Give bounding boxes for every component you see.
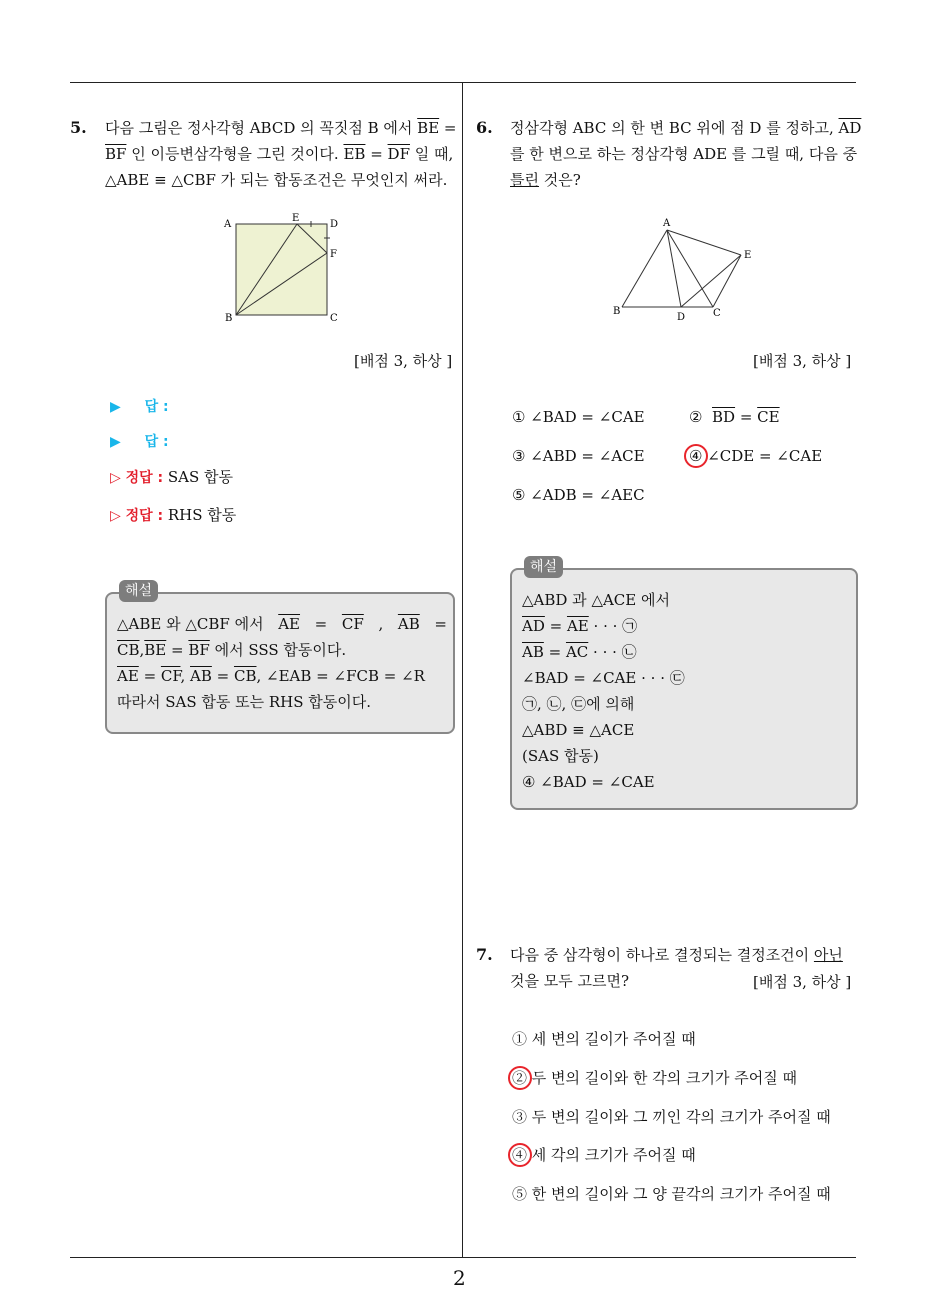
play-triangle-icon: ▶ <box>110 399 121 415</box>
label-e: E <box>292 213 300 224</box>
explanation-line-2: $\overline{CB},\overline{BE} = \overline{BF}$ 에서 SSS 합동이다. <box>117 641 347 659</box>
choice-2[interactable]: ② $\overline{BD} = \overline{CE}$ <box>689 408 780 426</box>
score-label: [배점 3, 하상 ] <box>753 973 852 991</box>
explanation-line-4: 따라서 SAS 합동 또는 RHS 합동이다. <box>117 693 372 711</box>
label-d: D <box>330 219 339 230</box>
score-label: [배점 3, 하상 ] <box>354 352 453 370</box>
question-number: 6. <box>476 118 493 137</box>
question-text-line-2: 를 한 변으로 하는 정삼각형 ADE 를 그릴 때, 다음 중 <box>510 145 858 163</box>
choice-3[interactable]: ③ 두 변의 길이와 그 끼인 각의 크기가 주어질 때 <box>512 1108 831 1126</box>
segment-ce <box>713 255 741 307</box>
question-text-line-3: 틀린 것은? <box>510 171 581 189</box>
label-d: D <box>677 312 686 323</box>
segment-ab <box>622 230 667 307</box>
choice-4[interactable]: ④ 세 각의 크기가 주어질 때 <box>512 1146 696 1164</box>
correct-answer-row-1: ▷ 정답 : SAS 합동 <box>110 468 234 486</box>
label-b: B <box>225 313 233 324</box>
explanation-box <box>510 559 858 810</box>
triangle-figure <box>605 210 765 325</box>
label-b: B <box>613 306 621 317</box>
segment-de <box>681 255 741 307</box>
page-number: 2 <box>453 1266 466 1290</box>
score-label: [배점 3, 하상 ] <box>753 352 852 370</box>
answer-row-2[interactable]: ▶ 답 : <box>110 434 169 450</box>
square-figure <box>220 210 350 325</box>
explanation-line-2: $\overline{AD} = \overline{AE}$ · · · ㉠ <box>522 617 638 635</box>
explanation-line-3: $\overline{AE} = \overline{CF}$, $\overline{AB} = \overline{CB}$, ∠EAB = ∠FCB = ∠R <box>117 667 425 685</box>
explanation-tag: 해설 <box>524 556 563 578</box>
question-number: 5. <box>70 118 87 137</box>
explanation-line-6: △ABD ≡ △ACE <box>522 721 635 739</box>
choice-1[interactable]: ① 세 변의 길이가 주어질 때 <box>512 1030 696 1048</box>
label-c: C <box>713 308 721 319</box>
bottom-rule <box>70 1257 856 1258</box>
question-number: 7. <box>476 945 493 964</box>
question-text-line-1: 정삼각형 ABC 의 한 변 BC 위에 점 D 를 정하고, $\overline{AD}$ <box>510 119 862 137</box>
explanation-line-7: (SAS 합동) <box>522 747 599 765</box>
label-f: F <box>330 249 337 260</box>
choice-1[interactable]: ① ∠BAD = ∠CAE <box>512 408 645 426</box>
question-text-line-2: $\overline{BF}$ 인 이등변삼각형을 그린 것이다. $\overline{EB} = \overline{DF}$ 일 때, <box>105 145 454 163</box>
answer-row-1[interactable]: ▶ 답 : <box>110 399 169 415</box>
square-abcd <box>236 224 327 315</box>
explanation-line-1: △ABE 와 △CBF 에서 $\overline{AE}$ = $\overline{CF}$ , $\overline{AB}$ = <box>117 615 447 633</box>
label-c: C <box>330 313 338 324</box>
question-text-line-2: 것을 모두 고르면? <box>510 972 630 990</box>
explanation-line-3: $\overline{AB} = \overline{AC}$ · · · ㉡ <box>522 643 637 661</box>
choice-5[interactable]: ⑤ 한 변의 길이와 그 양 끝각의 크기가 주어질 때 <box>512 1185 831 1203</box>
explanation-line-1: △ABD 과 △ACE 에서 <box>522 591 670 609</box>
explanation-line-8: ④ ∠BAD = ∠CAE <box>522 773 655 791</box>
correct-answer-row-2: ▷ 정답 : RHS 합동 <box>110 506 237 524</box>
question-text-line-3: △ABE ≡ △CBF 가 되는 합동조건은 무엇인지 써라. <box>105 171 448 189</box>
outline-triangle-icon: ▷ <box>110 470 121 486</box>
explanation-box <box>105 583 455 734</box>
question-text-line-1: 다음 중 삼각형이 하나로 결정되는 결정조건이 아닌 <box>510 946 843 964</box>
top-rule <box>70 82 856 83</box>
explanation-line-5: ㉠, ㉡, ㉢에 의해 <box>522 695 635 713</box>
choice-2[interactable]: ② 두 변의 길이와 한 각의 크기가 주어질 때 <box>512 1069 797 1087</box>
choice-3[interactable]: ③ ∠ABD = ∠ACE <box>512 447 645 465</box>
column-divider <box>462 82 463 1258</box>
play-triangle-icon: ▶ <box>110 434 121 450</box>
explanation-tag: 해설 <box>119 580 158 602</box>
question-text-line-1: 다음 그림은 정사각형 ABCD 의 꼭짓점 B 에서 $\overline{BE}$ = <box>105 119 457 137</box>
segment-ae <box>667 230 741 255</box>
outline-triangle-icon: ▷ <box>110 508 121 524</box>
explanation-line-4: ∠BAD = ∠CAE · · · ㉢ <box>522 669 685 687</box>
choice-4[interactable]: ④ ∠CDE = ∠CAE <box>689 447 823 465</box>
choice-5[interactable]: ⑤ ∠ADB = ∠AEC <box>512 486 645 504</box>
label-e: E <box>744 250 752 261</box>
label-a: A <box>224 219 232 230</box>
label-a: A <box>663 218 671 229</box>
